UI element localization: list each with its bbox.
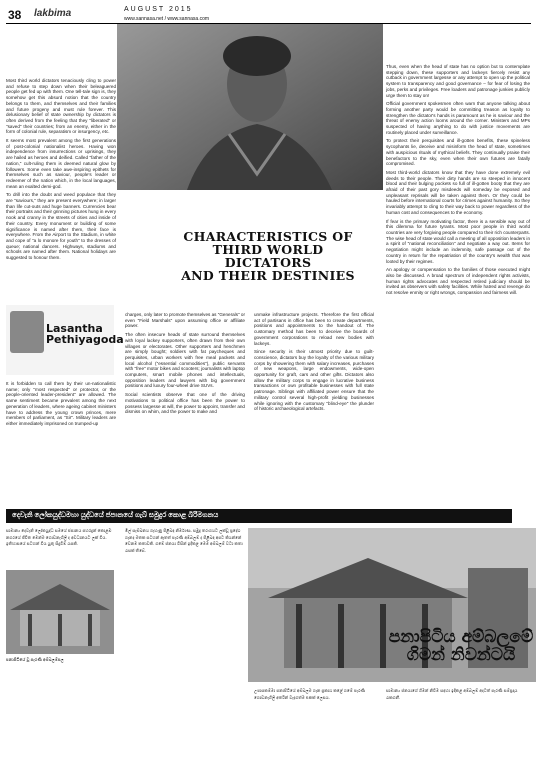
- paragraph: To drill into the doubt and weed populace that they are "saviours," they are present everywhere; in larger than life cut-outs and huge banners. Currencies bear their portraits and their grinning pictures hung in every nook and cranny in the streets of cities and inside of their country. Every monument or building of some significance is named after them, their face is everywhere. From the Airport to the Stadium, in white and cope of "a lo monore for youth" to the dresses of queue; national dancers. Highways, stadiums and schools are named after them. National holidays are suggested to honour them.: [6, 192, 116, 261]
- paragraph: Thus, even when the head of state has no option but to contemplate stepping down, these supporters and lackeys fiercely resist any cutback in government largesse or any attempt to open up the political system to transparency and good governance – for fear of losing the jobs, perks and privileges. Free loaders and patronage junkies publicly urge them to stay on!: [386, 64, 530, 98]
- ambalama-photo: [6, 570, 114, 654]
- article-headline: [168, 230, 368, 282]
- paragraph: charges, only later to promote themselves as "Generals" or even "Field Marshals" upon assuming office or affiliate power.: [125, 312, 245, 329]
- website-url: www.sannasa.net / www.sannasa.com: [124, 16, 210, 22]
- issue-date: AUGUST 2015: [124, 6, 193, 13]
- sinhala-headline: [388, 628, 534, 664]
- sinhala-headline-line-2: ගිමන් නිවන්ටයි: [406, 645, 516, 665]
- ambalama-image: [6, 570, 114, 654]
- paragraph: unmake infrastructure projects. Therefore the first official act of partisans in office has been to create departments, positions and appointments to the handout of. The customary method has been to deceive the boards of government corporations to reload new bodies with lackeys.: [254, 312, 374, 346]
- sinhala-headline-line-1: පනාපිටිය අම්බලමේ: [388, 627, 534, 647]
- paragraph: To protect their perquisites and ill-gotten benefits, these spineless sycophants lie, deceive and misinform the head of state, sometimes with auspicious rituals of mythical beliefs. They continually praise their benefactors to the sky, even when their own futures are fatally compromised.: [386, 138, 530, 167]
- article-column-3: [254, 312, 374, 415]
- article-column-1: [6, 78, 116, 264]
- paragraph: It seems most prevalent among the first generations of post-colonial nationalist heroes. Having won independence from insurrections or uprisings, they are hailed as heroes and deified. Called "father of the nation," cult-ruling them is deemed natural glow by followers. Some even take awe-inspiring epithets for themselves such as saviour, people's leader or redeemer of the nation which, in the local languages, mean an exalted demi-god.: [6, 138, 116, 189]
- author-last-name: Pethiyagoda: [46, 333, 124, 346]
- paragraph: Since security is their utmost priority due to guilt-conscience, dictators buy the loyalty of the various military corps by showering them with salary increases, purchases of new weapons, large endowments, wide-open opportunity for graft, cars and other gifts. Dictators also allow the military corps to engage in lucrative business transactions or own profitable businesses with full state patronage. Siblings with affiliated power ensure that the military control several high-profit yielding businesses while ignoring with the customary "blind-eye" the plunder of historic archaeological artefacts.: [254, 349, 374, 412]
- paragraph: It is forbidden to call them by their un-nationalistic name; only "most respected" or protector, or the people-oriented leader-president" are allowed. The same sentiment became prevalent among the next generation of leaders, where ageing cabinet ministers have to address the young crown princes, mere members of parliament, as "Sir". Military leaders are either immediately imprisoned on trumped-up: [6, 381, 116, 426]
- sinhala-column-4: සාමාන්‍ය ජනයාගේ ගිමන් නිවීම සඳහා ඉදිකළ අම්බලම් අදටත් පැරණි සම්ප්‍රදාය රැකගනී.: [386, 688, 518, 700]
- article-column-2: [125, 312, 245, 418]
- headline-line-2: THIRD WORLD DICTATORS: [212, 242, 324, 270]
- photo-caption: පනාපිටියේ වූ පැරණි අම්බලම්පල: [6, 657, 64, 662]
- paragraph: Social scientists observe that one of the driving motivations to political office has been the power to possess largesse at will, the power to appoint, transfer and dismiss on whim, and the power to make and: [125, 392, 245, 415]
- article-column-1-continued: [6, 381, 116, 430]
- paragraph: An apology or compensation to the families of those executed might also be discussed. A broad spectrum of independent rights activists, human rights advocates and respected retired judiciary should be invited as observers with safety facilities. While hatred and revenge do not resolve enmity or right wrongs, compassion and fairness will.: [386, 267, 530, 296]
- headline-line-3: AND THEIR DESTINIES: [181, 268, 355, 283]
- paragraph: The often insecure heads of state surround themselves with loyal lackey supporters, often drawn from their own villages or electorates. Other supporters and henchmen are simply bought; soldiers with fat paycheques and perquisites, urban workers with free meal packets and local alcohol ("essential commodities"), public servants with "free" motor bikes and scooters; journalists with laptop computers, smart mobile phones and intellectuals, opposition leaders and lawyers with big government positions and luxury four-wheel drive SUVs.: [125, 332, 245, 389]
- author-name: [46, 323, 124, 345]
- article-column-4: [386, 64, 530, 299]
- sinhala-column-2: මිල් සැම්බනය ගැහැනු පිළිබඳ නිර්මාණ. සමුද්‍ර තරංගයට ලක්වූ ප්‍රදේශ ගැනද මතක සටහන් ඇතත් පැරණි අම්බලම් ද පිළිබඳ අපට කියන්නේ වෙනම කතාවකි. ගමේ ජනයා විසින් ඉදිකළ මෙම අම්බලම් වටා කතා රැසක් තිබේ.: [125, 528, 243, 553]
- paragraph: Most third world dictators tenaciously cling to power and refuse to step down when their beleaguered people get fed up with them. One tell-tale sign is, they somehow get this absurd notion that the country belongs to them, and themselves and their families and future progeny and must rule forever. This delusionary belief of state ownership by dictators is often derived from the feeling that they "liberated" or "saved" their countries; from an enemy, either in the form of colonial rule, separatism or insurgency, etc.: [6, 78, 116, 135]
- portrait-image: [117, 24, 383, 190]
- headline-line-1: CHARACTERISTICS OF: [183, 229, 353, 244]
- newspaper-logo: lakbima: [34, 8, 72, 19]
- sinhala-column-3: උපාසකම්මා පනාපිටියේ අම්බලම ගැන ප්‍රකාශ කළේ ගමේ පැරණි ගොඩනැගිලි අතරින් වැදගත්ම එකක් ලෙසය.: [254, 688, 366, 700]
- page-number: 38: [8, 8, 22, 22]
- author-photo: [10, 311, 44, 353]
- paragraph: Most third-world dictators know that they have done extremely evil deeds to their people. Their dirty hands are so steeped in innocent blood and their bulging pockets so full of ill-gotten booty that they are afraid of their past gory misdeeds will someday be exposed and unpleasant reprisals will be taken against them. Or they could be hauled before international courts for crimes against humanity. So they invariably attempt to cling to their way back to power regardless of the human cost and consequences to the economy.: [386, 169, 530, 215]
- author-box: [6, 305, 124, 375]
- author-first-name: Lasantha: [46, 322, 103, 335]
- article-photo: [117, 24, 383, 190]
- paragraph: If fear is the primary motivating factor, there is a sensible way out of this dilemma for future tyrants. Most poor people in third world countries are very forgiving people compared to their rich counterparts. The wise head of state would call a meeting of all opposition leaders in a spirit of "national reconciliation" and negotiate a way out. Items for negotiation might include an indemnity, safe passage out of the country in return for the repatriation of the country's wealth that was looted by their regimes.: [386, 218, 531, 264]
- paragraph: Official government spokesmen often warn that anyone talking about forming another party would be committing treason as loyalty to strengthen the dictator's hands is paramount as he is saviour and the threat of enemy action looms around the corner. Ministers and MPs suspected of having anything to do with justice movements are routinely placed under surveillance.: [386, 101, 530, 135]
- sinhala-column-1: සාමාන්‍ය දෙවැනි ලෝකයුද්ධ සමයේ ජපානය පහරදුන් කොළඹ නගරයේ ජීවිත මෙන්ම ගොඩනැගිලි ද අවධානයට ලක් විය. ඉතිහාසයේ සටහන් විය යුතු සිදුවීම් රැසකි.: [6, 528, 112, 547]
- sinhala-section-banner: දෙවැනි ලෝකයුද්ධමහා යුද්ධයේ ජපානයේ ගැබ් සමුදුර කොළ බිරිමගනය: [6, 509, 512, 523]
